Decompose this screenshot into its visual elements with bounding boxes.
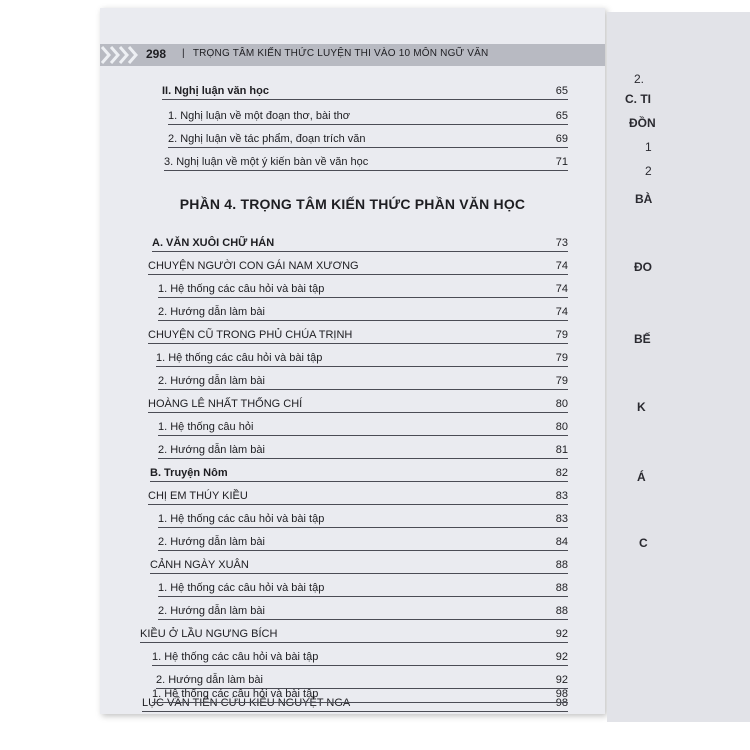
section-title: PHẦN 4. TRỌNG TÂM KIẾN THỨC PHẦN VĂN HỌC bbox=[179, 196, 526, 212]
toc-entry-page: 98 bbox=[555, 697, 568, 709]
running-header bbox=[100, 44, 605, 66]
toc-entry bbox=[100, 489, 605, 505]
toc-entry-label: 2. Hướng dẫn làm bài bbox=[158, 306, 265, 318]
leader-line bbox=[168, 124, 568, 125]
side-fragment: K bbox=[637, 400, 646, 414]
toc-entry-page: 69 bbox=[555, 133, 568, 145]
leader-line bbox=[158, 596, 568, 597]
adjacent-page bbox=[607, 12, 750, 722]
toc-entry-label: 1. Nghị luận về một đoạn thơ, bài thơ bbox=[168, 110, 350, 122]
toc-entry-label: B. Truyện Nôm bbox=[150, 467, 228, 479]
toc-entry-label: LỤC VÂN TIÊN CỨU KIỀU NGUYỆT NGA bbox=[142, 697, 351, 709]
toc-entry bbox=[100, 374, 605, 390]
toc-entry-label: CHUYỆN NGƯỜI CON GÁI NAM XƯƠNG bbox=[148, 260, 359, 272]
toc-entry-label: 2. Nghị luận về tác phẩm, đoạn trích văn bbox=[168, 133, 366, 145]
leader-line bbox=[148, 274, 568, 275]
toc-entry-label: CẢNH NGÀY XUÂN bbox=[150, 559, 249, 571]
toc-entry-label: 1. Hệ thống các câu hỏi và bài tập bbox=[156, 352, 323, 364]
toc-entry-label: 2. Hướng dẫn làm bài bbox=[156, 674, 263, 686]
toc-entry bbox=[100, 84, 605, 100]
toc-entry bbox=[100, 604, 605, 620]
toc-entry-page: 73 bbox=[555, 237, 568, 249]
toc-entry bbox=[100, 443, 605, 459]
toc-entry-label: CHỊ EM THÚY KIỀU bbox=[148, 490, 248, 502]
side-fragment: C bbox=[639, 536, 648, 550]
toc-entry bbox=[100, 236, 605, 252]
side-fragment: 1 bbox=[645, 140, 652, 154]
leader-line bbox=[148, 412, 568, 413]
toc-entry-page: 92 bbox=[555, 651, 568, 663]
leader-line bbox=[158, 550, 568, 551]
side-fragment: Á bbox=[637, 470, 646, 484]
leader-line bbox=[158, 435, 568, 436]
toc-entry-page: 79 bbox=[555, 375, 568, 387]
leader-line bbox=[152, 665, 568, 666]
toc-entry-page: 74 bbox=[555, 260, 568, 272]
chevron-pattern-icon bbox=[100, 44, 140, 66]
toc-entry-page: 71 bbox=[555, 156, 568, 168]
side-fragment: 2. bbox=[634, 72, 645, 86]
leader-line bbox=[142, 711, 568, 712]
toc-entry bbox=[100, 512, 605, 528]
toc-entry-label: 1. Hệ thống các câu hỏi và bài tập bbox=[152, 651, 319, 663]
toc-entry-label: 1. Hệ thống các câu hỏi và bài tập bbox=[158, 513, 325, 525]
side-fragment: BẾ bbox=[634, 332, 651, 346]
toc-entry-page: 98 bbox=[555, 688, 568, 700]
toc-entry-label: 2. Hướng dẫn làm bài bbox=[158, 536, 265, 548]
leader-line bbox=[152, 702, 568, 703]
toc-entry bbox=[100, 109, 605, 125]
leader-line bbox=[150, 481, 568, 482]
toc-entry bbox=[100, 259, 605, 275]
toc-entry-page: 74 bbox=[555, 283, 568, 295]
book-page bbox=[100, 8, 605, 714]
toc-entry-page: 81 bbox=[555, 444, 568, 456]
leader-line bbox=[156, 366, 568, 367]
toc-entry-page: 82 bbox=[555, 467, 568, 479]
toc-entry-page: 80 bbox=[555, 421, 568, 433]
side-fragment: C. TI bbox=[625, 92, 651, 106]
toc-entry-page: 80 bbox=[555, 398, 568, 410]
toc-entry-label: A. VĂN XUÔI CHỮ HÁN bbox=[152, 237, 275, 249]
toc-entry-label: KIỀU Ở LẦU NGƯNG BÍCH bbox=[140, 628, 278, 640]
toc-entry-page: 92 bbox=[555, 628, 568, 640]
leader-line bbox=[158, 527, 568, 528]
side-fragment: BÀ bbox=[635, 192, 653, 206]
toc-entry bbox=[100, 627, 605, 643]
leader-line bbox=[158, 619, 568, 620]
leader-line bbox=[150, 573, 568, 574]
leader-line bbox=[158, 458, 568, 459]
toc-entry bbox=[100, 535, 605, 551]
toc-entry-label: 1. Hệ thống các câu hỏi và bài tập bbox=[158, 283, 325, 295]
running-title bbox=[182, 48, 488, 59]
toc-entry-label: 1. Hệ thống các câu hỏi và bài tập bbox=[152, 688, 319, 700]
toc-entry bbox=[100, 581, 605, 597]
running-title-text: TRỌNG TÂM KIẾN THỨC LUYỆN THI VÀO 10 MÔN NGỮ VĂN bbox=[192, 48, 489, 59]
toc-entry bbox=[100, 420, 605, 436]
leader-line bbox=[168, 147, 568, 148]
toc-entry-label: 3. Nghị luận về một ý kiến bàn về văn học bbox=[164, 156, 369, 168]
toc-entry-page: 83 bbox=[555, 490, 568, 502]
toc-entry bbox=[100, 558, 605, 574]
toc-entry-page: 65 bbox=[555, 85, 568, 97]
leader-line bbox=[164, 170, 568, 171]
toc-entry bbox=[100, 155, 605, 171]
toc-entry-page: 84 bbox=[555, 536, 568, 548]
toc-entry-page: 65 bbox=[555, 110, 568, 122]
toc-entry-page: 79 bbox=[555, 329, 568, 341]
toc-entry bbox=[100, 351, 605, 367]
toc-entry-label: 2. Hướng dẫn làm bài bbox=[158, 605, 265, 617]
header-separator: | bbox=[182, 48, 185, 59]
toc-entry bbox=[100, 282, 605, 298]
toc-entry-label: HOÀNG LÊ NHẤT THỐNG CHÍ bbox=[148, 398, 303, 410]
toc-entry-label: 1. Hệ thống câu hỏi bbox=[158, 421, 254, 433]
toc-entry bbox=[100, 466, 605, 482]
toc-entry-label: 2. Hướng dẫn làm bài bbox=[158, 375, 265, 387]
toc-entry bbox=[100, 305, 605, 321]
leader-line bbox=[152, 251, 568, 252]
toc-entry-page: 88 bbox=[555, 582, 568, 594]
toc-entry bbox=[100, 132, 605, 148]
leader-line bbox=[148, 343, 568, 344]
side-fragment: ĐỒN bbox=[629, 116, 656, 130]
page-number: 298 bbox=[146, 47, 167, 61]
toc-entry-page: 88 bbox=[555, 605, 568, 617]
toc-entry-page: 79 bbox=[555, 352, 568, 364]
toc-entry bbox=[100, 650, 605, 666]
toc-entry-page: 83 bbox=[555, 513, 568, 525]
toc-entry-label: CHUYỆN CŨ TRONG PHỦ CHÚA TRỊNH bbox=[148, 329, 353, 341]
leader-line bbox=[158, 297, 568, 298]
toc-entry bbox=[100, 328, 605, 344]
toc-entry-label: II. Nghị luận văn học bbox=[162, 85, 269, 97]
leader-line bbox=[158, 320, 568, 321]
toc-entry bbox=[100, 687, 605, 703]
leader-line bbox=[140, 642, 568, 643]
side-fragment: 2 bbox=[645, 164, 652, 178]
side-fragment: ĐO bbox=[634, 260, 652, 274]
toc-entry-page: 88 bbox=[555, 559, 568, 571]
leader-line bbox=[162, 99, 568, 100]
toc-entry-page: 74 bbox=[555, 306, 568, 318]
toc-entry-label: 1. Hệ thống các câu hỏi và bài tập bbox=[158, 582, 325, 594]
toc-entry bbox=[100, 397, 605, 413]
toc-entry-label: 2. Hướng dẫn làm bài bbox=[158, 444, 265, 456]
leader-line bbox=[148, 504, 568, 505]
leader-line bbox=[158, 389, 568, 390]
toc-entry-page: 92 bbox=[555, 674, 568, 686]
